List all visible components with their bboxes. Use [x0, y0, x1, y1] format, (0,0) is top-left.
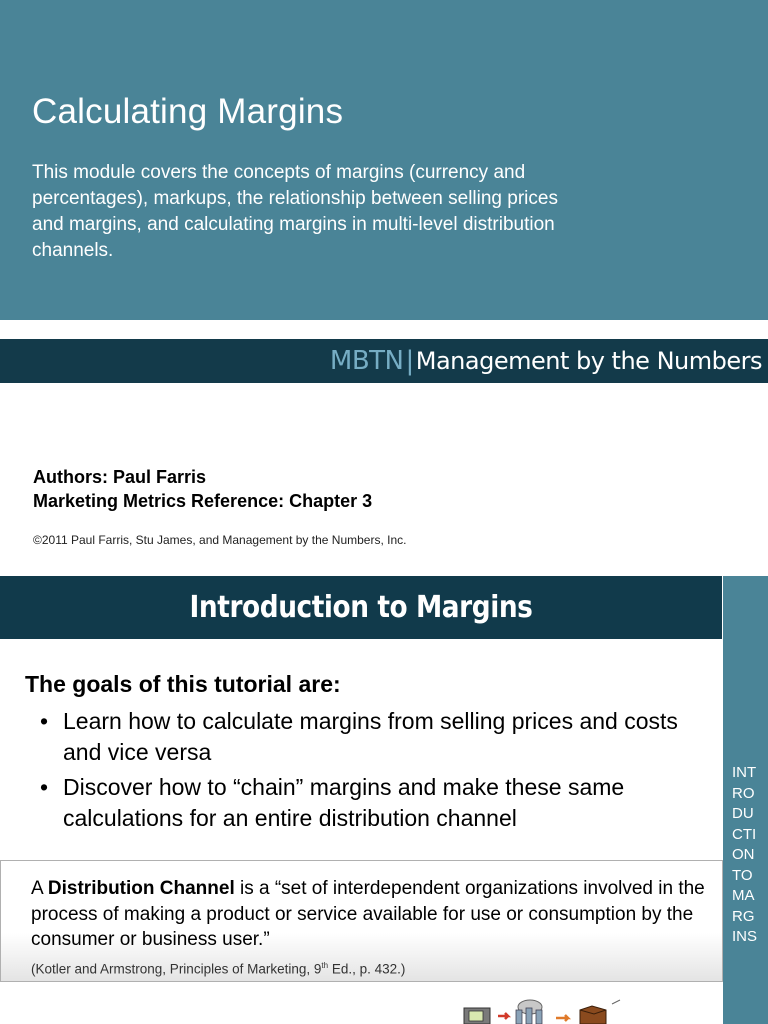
reference-line: Marketing Metrics Reference: Chapter 3 — [33, 491, 373, 511]
sidebar-line: RG — [732, 907, 755, 925]
copyright-text: ©2011 Paul Farris, Stu James, and Management by the Numbers, Inc. — [33, 533, 407, 547]
authors-block — [33, 465, 372, 513]
sidebar-line: INT — [732, 764, 757, 781]
distribution-channel-illustration-icon — [458, 996, 628, 1024]
citation-main: (Kotler and Armstrong, Principles of Marketing, 9 — [31, 961, 322, 977]
list-item — [40, 706, 710, 768]
definition-text — [31, 876, 711, 953]
citation-end: Ed., p. 432.) — [328, 961, 406, 977]
brand-logo — [330, 344, 762, 378]
bullet-icon: • — [40, 708, 49, 734]
citation-sup: th — [321, 961, 329, 970]
sidebar-line: ON — [732, 846, 755, 863]
sidebar-line: TO — [732, 866, 753, 884]
module-description: This module covers the concepts of margins (currency and percentages), markups, the relationship between selling prices and margins, and calculating margins in multi-level distribution channels. — [32, 162, 558, 261]
title-hero-panel — [0, 0, 768, 320]
slide-title: Introduction to Margins — [189, 590, 533, 625]
brand-band — [0, 339, 768, 383]
sidebar-line: INS — [732, 928, 758, 945]
sidebar-label — [732, 763, 757, 948]
sidebar-line: CTI — [732, 825, 757, 843]
citation — [31, 961, 405, 977]
brand-separator: | — [405, 346, 414, 376]
brand-short: MBTN — [329, 346, 404, 376]
definition-box — [0, 860, 723, 982]
brand-name: Management by the Numbers — [415, 347, 762, 375]
sidebar-line: RO — [732, 784, 755, 802]
sidebar-line: MA — [732, 887, 755, 904]
slide-header-bar — [0, 576, 722, 639]
definition-lead: A — [31, 878, 48, 899]
bullet-icon: • — [40, 774, 49, 800]
bullet-text: Discover how to “chain” margins and make these same calculations for an entire distribution channel — [63, 774, 625, 831]
section-sidebar — [723, 576, 768, 1024]
bullet-text: Learn how to calculate margins from selling prices and costs and vice versa — [63, 708, 678, 765]
list-item — [40, 772, 710, 834]
goals-heading: The goals of this tutorial are: — [25, 671, 341, 697]
sidebar-line: DU — [732, 805, 754, 822]
definition-body: is a “set of interdependent organizations involved in the process of making a product or service available for use or consumption by the consumer or business user.” — [31, 878, 705, 950]
definition-term: Distribution Channel — [47, 878, 235, 899]
goals-list — [40, 706, 710, 838]
intro-slide — [0, 576, 768, 1024]
authors-line: Authors: Paul Farris — [33, 467, 207, 487]
slide-title: Calculating Margins — [32, 92, 344, 131]
